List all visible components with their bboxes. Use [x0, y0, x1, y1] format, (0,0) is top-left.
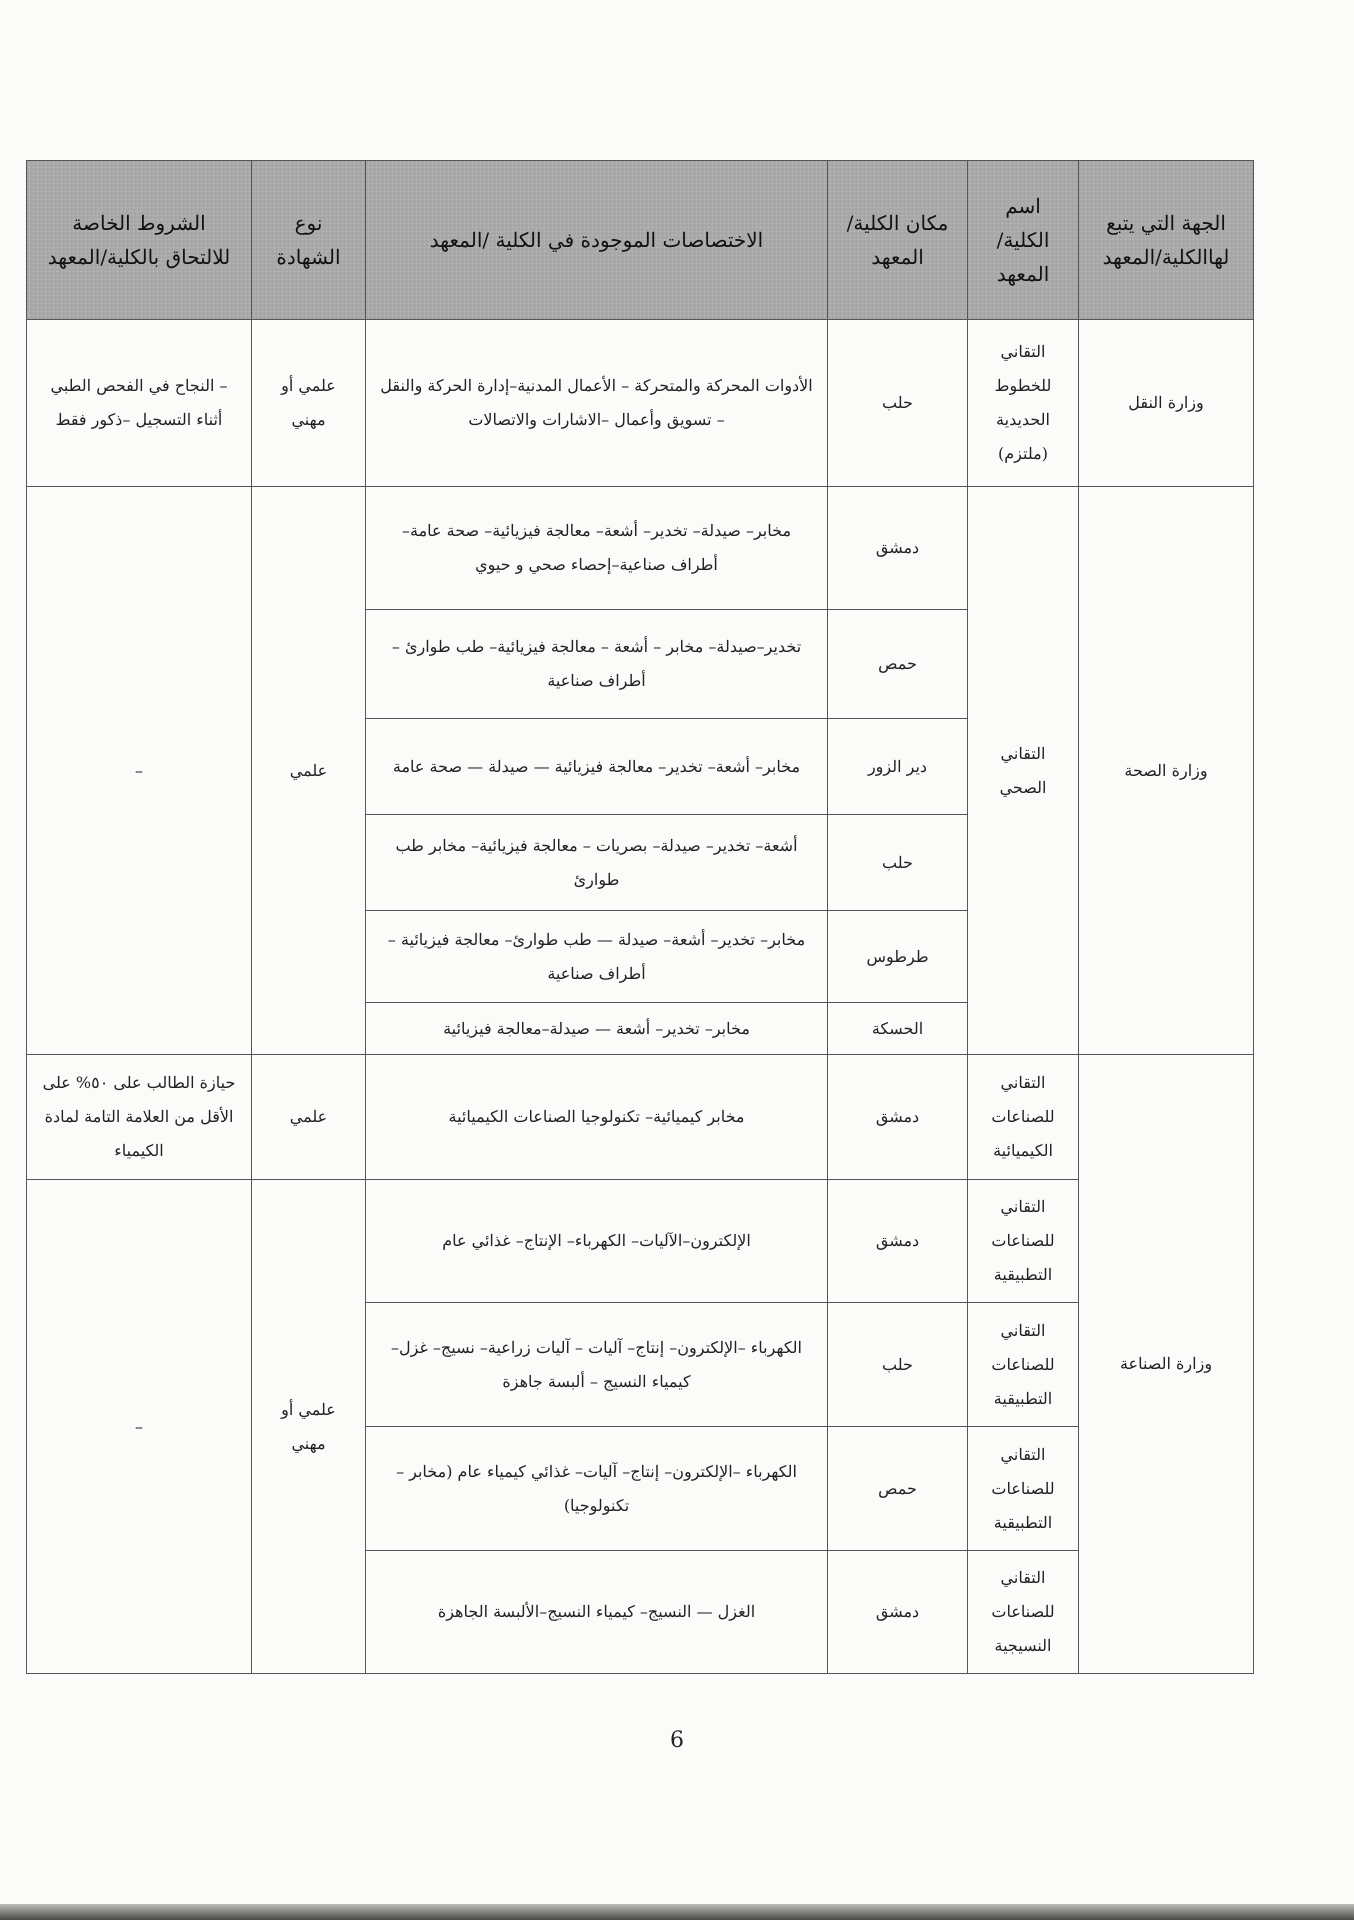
location-cell: حمص — [828, 610, 968, 719]
authority-cell: وزارة الصناعة — [1079, 1055, 1254, 1674]
admissions-table — [26, 160, 1254, 1674]
header-authority: الجهة التي يتبع لهاالكلية/المعهد — [1079, 161, 1254, 320]
location-cell: حلب — [828, 1303, 968, 1427]
certificate-cell: علمي — [252, 487, 366, 1055]
specializations-cell: مخابر– تخدير– أشعة– صيدلة — طب طوارئ– معالجة فيزيائية – أطراف صناعية — [366, 911, 828, 1003]
specializations-cell: مخابر– صيدلة– تخدير– أشعة– معالجة فيزيائية– صحة عامة– أطراف صناعية–إحصاء صحي و حيوي — [366, 487, 828, 610]
specializations-cell: مخابر– تخدير– أشعة — صيدلة–معالجة فيزيائية — [366, 1003, 828, 1055]
location-cell: دمشق — [828, 1055, 968, 1180]
header-certificate: نوع الشهادة — [252, 161, 366, 320]
header-name: اسم الكلية/المعهد — [968, 161, 1079, 320]
specializations-cell: تخدير–صيدلة– مخابر – أشعة – معالجة فيزيائية– طب طوارئ – أطراف صناعية — [366, 610, 828, 719]
institute-name-cell: التقاني للخطوط الحديدية (ملتزم) — [968, 320, 1079, 487]
table-row — [27, 1180, 1254, 1303]
location-cell: حمص — [828, 1427, 968, 1551]
conditions-cell: – — [27, 1180, 252, 1674]
authority-cell: وزارة النقل — [1079, 320, 1254, 487]
header-location: مكان الكلية/المعهد — [828, 161, 968, 320]
location-cell: دير الزور — [828, 719, 968, 815]
conditions-cell: – — [27, 487, 252, 1055]
specializations-cell: مخابر– أشعة– تخدير– معالجة فيزيائية — صيدلة — صحة عامة — [366, 719, 828, 815]
location-cell: طرطوس — [828, 911, 968, 1003]
institute-name-cell: التقاني للصناعات التطبيقية — [968, 1303, 1079, 1427]
location-cell: دمشق — [828, 487, 968, 610]
specializations-cell: الكهرباء –الإلكترون– إنتاج– آليات – آليات زراعية– نسيج– غزل–كيمياء النسيج – ألبسة جاهزة — [366, 1303, 828, 1427]
specializations-cell: الإلكترون–الآليات– الكهرباء– الإنتاج– غذائي عام — [366, 1180, 828, 1303]
certificate-cell: علمي — [252, 1055, 366, 1180]
table-row — [27, 1055, 1254, 1180]
specializations-cell: الأدوات المحركة والمتحركة – الأعمال المدنية–إدارة الحركة والنقل – تسويق وأعمال –الاشارات والاتصالات — [366, 320, 828, 487]
location-cell: دمشق — [828, 1551, 968, 1674]
page-number: 6 — [670, 1728, 684, 1753]
conditions-cell: – النجاح في الفحص الطبي أثناء التسجيل –ذكور فقط — [27, 320, 252, 487]
header-row — [27, 161, 1254, 320]
specializations-cell: الغزل — النسيج– كيمياء النسيج–الألبسة الجاهزة — [366, 1551, 828, 1674]
table-row — [27, 320, 1254, 487]
location-cell: حلب — [828, 320, 968, 487]
specializations-cell: الكهرباء –الإلكترون– إنتاج– آليات– غذائي كيمياء عام (مخابر – تكنولوجيا) — [366, 1427, 828, 1551]
institute-name-cell: التقاني للصناعات النسيجية — [968, 1551, 1079, 1674]
location-cell: الحسكة — [828, 1003, 968, 1055]
header-conditions: الشروط الخاصة للالتحاق بالكلية/المعهد — [27, 161, 252, 320]
institute-name-cell: التقاني الصحي — [968, 487, 1079, 1055]
institute-name-cell: التقاني للصناعات التطبيقية — [968, 1180, 1079, 1303]
conditions-cell: حيازة الطالب على ٥٠% على الأقل من العلامة التامة لمادة الكيمياء — [27, 1055, 252, 1180]
institute-name-cell: التقاني للصناعات التطبيقية — [968, 1427, 1079, 1551]
specializations-cell: أشعة– تخدير– صيدلة– بصريات – معالجة فيزيائية– مخابر طب طوارئ — [366, 815, 828, 911]
certificate-cell: علمي أو مهني — [252, 1180, 366, 1674]
institute-name-cell: التقاني للصناعات الكيميائية — [968, 1055, 1079, 1180]
location-cell: حلب — [828, 815, 968, 911]
location-cell: دمشق — [828, 1180, 968, 1303]
authority-cell: وزارة الصحة — [1079, 487, 1254, 1055]
specializations-cell: مخابر كيميائية– تكنولوجيا الصناعات الكيميائية — [366, 1055, 828, 1180]
scan-edge — [0, 1904, 1354, 1920]
certificate-cell: علمي أو مهني — [252, 320, 366, 487]
header-specializations: الاختصاصات الموجودة في الكلية /المعهد — [366, 161, 828, 320]
table-row — [27, 487, 1254, 610]
